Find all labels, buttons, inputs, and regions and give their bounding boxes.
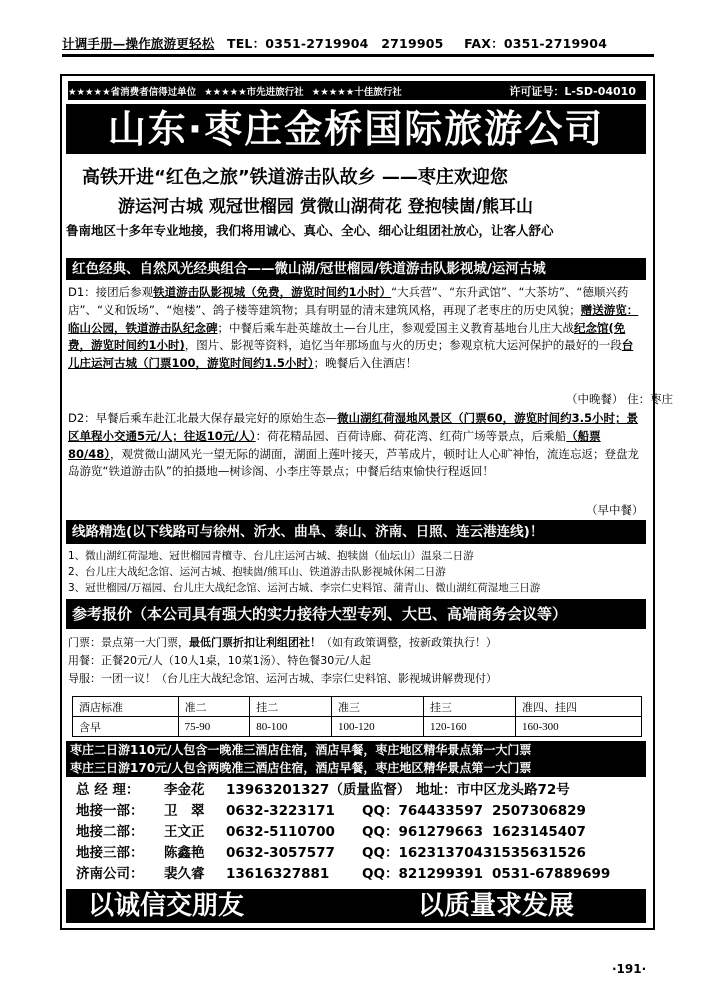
- table-cell: 100-120: [332, 717, 424, 737]
- table-header-cell: 准三: [332, 697, 424, 717]
- contact-row: [76, 843, 646, 864]
- table-cell: 160-300: [516, 717, 642, 737]
- company-address: 地址：市中区龙头路72号: [416, 782, 570, 798]
- contact-role: 地接二部：: [76, 824, 144, 840]
- manual-tagline: 计调手册—操作旅游更轻松: [62, 36, 215, 51]
- d1-ancient-city: 台儿庄运河古城（门票100，游览时间约1.5小时）: [68, 338, 634, 371]
- contact-role: 济南公司：: [76, 866, 144, 882]
- contact-role: 地接三部：: [76, 845, 144, 861]
- table-header-cell: 挂二: [250, 697, 332, 717]
- itinerary-day1: [68, 284, 644, 410]
- contact-phone: 13616327881: [226, 866, 330, 882]
- d1-meals: （中晚餐）: [566, 392, 624, 406]
- lines-list: [68, 548, 646, 596]
- honors-bar: [68, 81, 646, 100]
- line-item: 1、微山湖红荷湿地、冠世榴园青檀寺、台儿庄运河古城、抱犊崮（仙坛山）温泉二日游: [68, 550, 474, 562]
- d1-buildings: “大兵营”、“东升武馆”、“大茶坊”、“德顺兴药店”、“义和饭场”、“炮楼”、鸽子楼等建筑物；具有明显的清末建筑风格，再现了老枣庄的历史风貌；: [68, 285, 629, 317]
- route-combo-bar: 红色经典、自然风光经典组合——微山湖/冠世榴园/铁道游击队影视城/运河古城: [66, 258, 646, 280]
- table-cell: 80-100: [250, 717, 332, 737]
- motto-left: 以诚信交朋友: [88, 891, 245, 921]
- header-fax: FAX：0351-2719904: [464, 36, 608, 51]
- line-item: 2、台儿庄大战纪念馆、运河古城、抱犊崮/熊耳山、铁道游击队影视城休闲二日游: [68, 566, 446, 578]
- d1-meal-stay: [566, 391, 674, 407]
- contact-phone: 0632-3223171: [226, 803, 335, 819]
- contact-phone: 0632-5110700: [226, 824, 335, 840]
- d1-free-visit: 赠送游览：临山公园，铁道游击队纪念碑: [68, 302, 639, 335]
- d2-scenery: ，观赏微山湖风光一望无际的湖面，湖面上莲叶接天，芦苇成片，顿时让人心旷神怡，流连忘返；登盘龙岛游览“铁道游击队”的拍摄地—树诊阁、小李庄等景点；中餐后结束愉快行程返回！: [68, 446, 639, 479]
- d2-intro: D2：早餐后乘车赴江北最大保存最完好的原始生态—: [68, 411, 338, 425]
- motto-bar: [66, 889, 646, 923]
- quote-bar: 参考报价（本公司具有强大的实力接待大型专列、大巴、高端商务会议等）: [66, 599, 646, 629]
- tickets-note: （如有政策调整，按新政策执行！）: [321, 636, 497, 649]
- d1-history: ，图片、影视等资料，追忆当年那场血与火的历史；参观京杭大运河保护的最好的一段: [184, 338, 622, 353]
- d1-stay: 住：枣庄: [627, 392, 674, 406]
- d2-boat: （船票80/48）: [68, 428, 601, 461]
- motto-right: 以质量求发展: [418, 891, 575, 921]
- contact-qq: QQ：764433597: [362, 803, 483, 819]
- d1-memorial: 纪念馆(免费，游览时间约1小时): [68, 320, 626, 353]
- table-cell: 120-160: [424, 717, 516, 737]
- contact-row: [76, 801, 646, 822]
- d1-intro: D1：接团后参观: [68, 285, 154, 299]
- package-two-day: 枣庄二日游110元/人包含一晚准三酒店住宿，酒店早餐，枣庄地区精华景点第一大门票: [70, 743, 532, 757]
- contact-role: 总 经 理：: [76, 782, 140, 798]
- table-header-cell: 酒店标准: [73, 697, 179, 717]
- table-row: [73, 717, 642, 737]
- contact-name: 裴久睿: [164, 866, 205, 882]
- contact-name: 陈鑫艳: [164, 845, 205, 861]
- contact-mobile: 0531-67889699: [492, 866, 611, 882]
- package-three-day: 枣庄三日游170元/人包含两晚准三酒店住宿，酒店早餐，枣庄地区精华景点第一大门票: [70, 761, 532, 775]
- slogan-attractions: 游运河古城 观冠世榴园 赏微山湖荷花 登抱犊崮/熊耳山: [118, 197, 533, 216]
- lines-bar: 线路精选(以下线路可与徐州、沂水、曲阜、泰山、济南、日照、连云港连线)！: [66, 520, 646, 544]
- contact-name: 李金花: [164, 782, 205, 798]
- contact-mobile: 1535631526: [492, 845, 586, 861]
- itinerary-day2: [68, 410, 644, 518]
- contact-mobile: 2507306829: [492, 803, 586, 819]
- hotel-price-table: [72, 696, 642, 737]
- table-cell: 含早: [73, 717, 179, 737]
- meals-line: 用餐：正餐20元/人（10人1桌，10菜1汤）、特色餐30元/人起: [68, 654, 371, 667]
- slogan-headline: 高铁开进“红色之旅”铁道游击队故乡 ——枣庄欢迎您: [82, 167, 508, 187]
- honor-1: ★★★★★省消费者信得过单位: [68, 86, 197, 98]
- tickets-label: 门票：景点第一大门票，: [68, 636, 189, 649]
- company-title: 山东·枣庄金桥国际旅游公司: [66, 104, 646, 154]
- contact-name: 卫 翠: [164, 803, 205, 819]
- d2-spots: ：荷花精品园、百荷诗廊、荷花湾、红荷广场等景点，后乘船: [255, 428, 567, 443]
- contact-phone: 13963201327（质量监督）: [226, 782, 411, 798]
- table-header-row: [73, 697, 642, 717]
- slogan-service: 鲁南地区十多年专业地接，我们将用诚心、真心、全心、细心让组团社放心，让客人舒心: [66, 223, 554, 238]
- packages-bar: [66, 741, 646, 777]
- contact-row: [76, 822, 646, 843]
- contact-phone: 0632-3057577: [226, 845, 335, 861]
- d1-film-city: 铁道游击队影视城（免费，游览时间约1小时）: [153, 285, 392, 299]
- license-number: 许可证号：L-SD-04010: [509, 84, 636, 98]
- header-tel: TEL：0351-2719904 2719905: [226, 36, 444, 51]
- table-header-cell: 准二: [178, 697, 250, 717]
- contact-qq: QQ：821299391: [362, 866, 483, 882]
- table-cell: 75-90: [178, 717, 250, 737]
- tickets-line: [68, 634, 646, 652]
- guide-line: 导服：一团一议！（台儿庄大战纪念馆、运河古城、李宗仁史料馆、影视城讲解费现付）: [68, 672, 497, 685]
- d1-taierzhuang: ；中餐后乘车赴英雄故土—台儿庄，参观爱国主义教育基地台儿庄大战: [217, 320, 574, 335]
- table-header-cell: 挂三: [424, 697, 516, 717]
- page-header: [62, 34, 654, 57]
- honor-3: ★★★★★十佳旅行社: [311, 86, 402, 98]
- contact-name: 王文正: [164, 824, 205, 840]
- page-number: ·191·: [612, 962, 647, 976]
- quote-details: [68, 634, 646, 688]
- contact-row: [76, 780, 646, 801]
- contact-qq: QQ：1623137043: [362, 845, 493, 861]
- contact-qq: QQ：961279663: [362, 824, 483, 840]
- contact-mobile: 1623145407: [492, 824, 586, 840]
- d1-hotel: ；晚餐后入住酒店！: [313, 356, 418, 371]
- d2-meals: （早中餐）: [586, 503, 644, 517]
- line-item: 3、冠世榴园/万福园、台儿庄大战纪念馆、运河古城、李宗仁史料馆、蒲青山、微山湖红荷湿地三日游: [68, 582, 541, 594]
- table-header-cell: 准四、挂四: [516, 697, 642, 717]
- contact-row: [76, 864, 646, 885]
- tickets-discount: 最低门票折扣让利组团社！: [189, 636, 321, 649]
- contact-role: 地接一部：: [76, 803, 144, 819]
- contacts-list: [76, 780, 646, 885]
- honor-2: ★★★★★市先进旅行社: [204, 86, 304, 98]
- d2-wetland: 微山湖红荷湿地风景区（门票60，游览时间约3.5小时；景区单程小交通5元/人；往返10元/人）: [68, 411, 639, 443]
